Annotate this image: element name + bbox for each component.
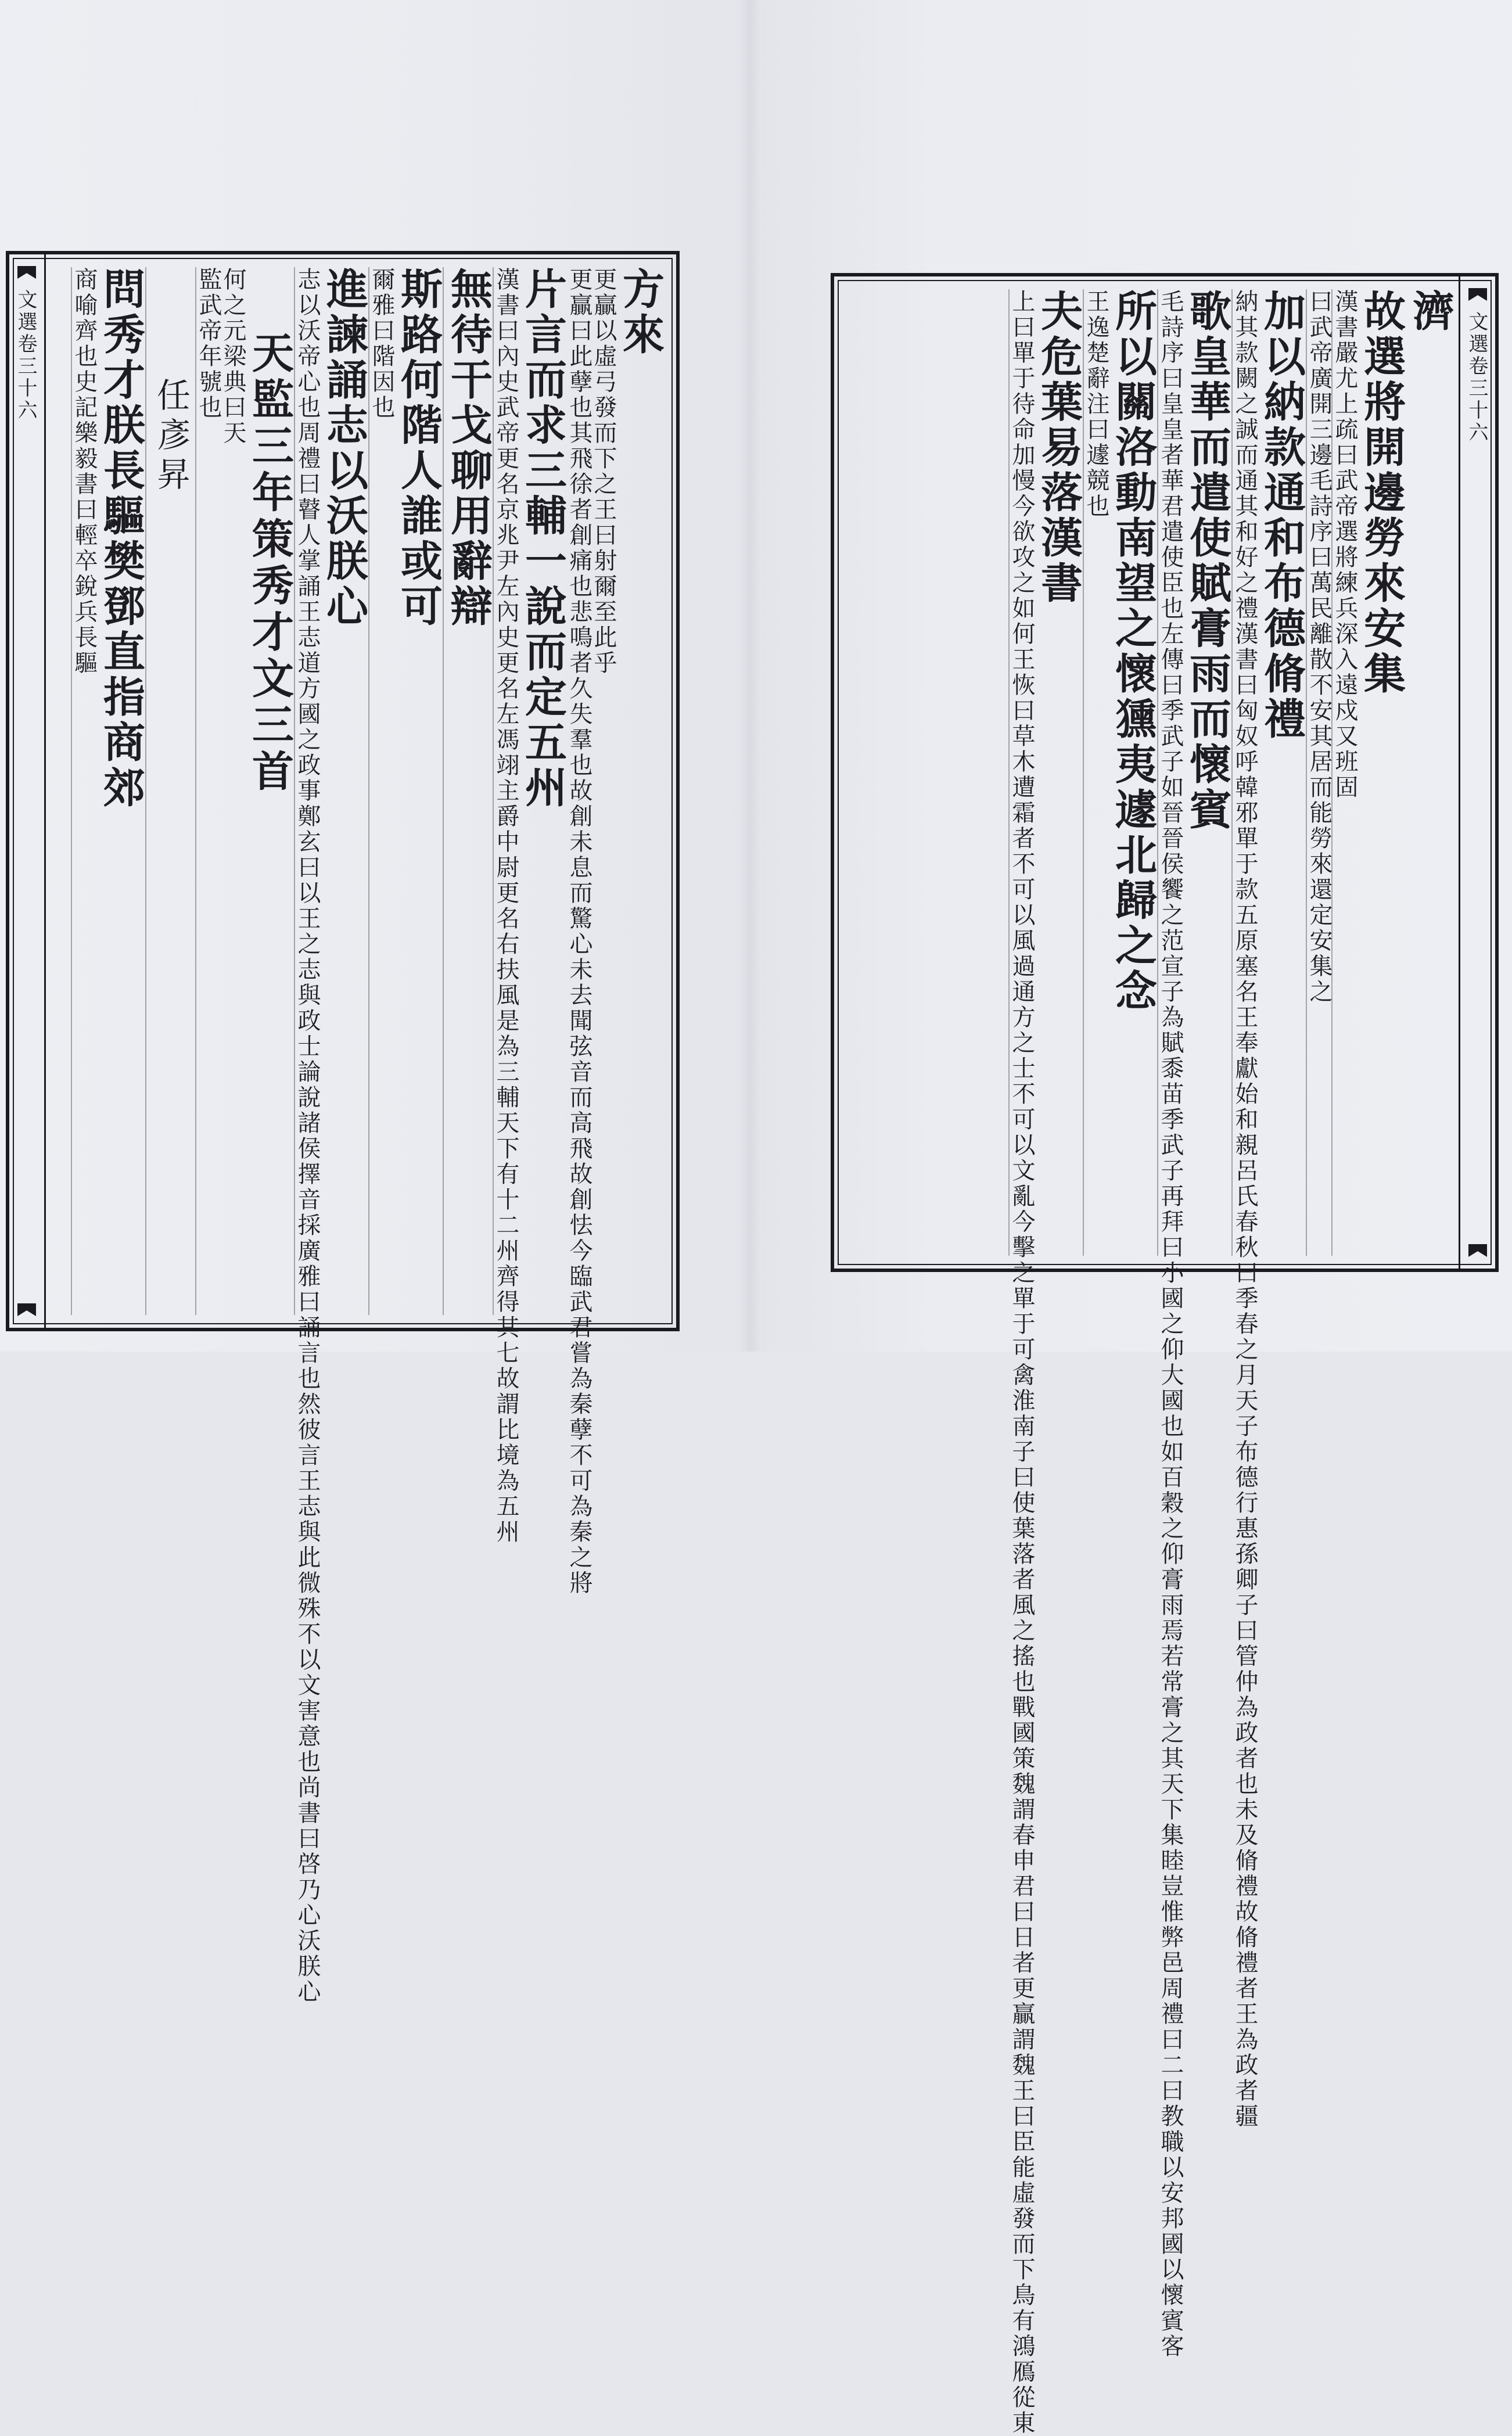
- main-text: 進諫誦志以沃朕心: [319, 267, 369, 630]
- fishtail-mark-top: [1468, 288, 1487, 301]
- text-column: [1406, 289, 1454, 1256]
- main-text: 濟: [1406, 289, 1455, 335]
- commentary: [72, 267, 96, 1315]
- commentary-line: 更贏以虛弓發而下之王曰射爾至此乎: [590, 267, 617, 676]
- right-page-banxin: [1459, 276, 1495, 1269]
- text-column: [443, 267, 493, 1315]
- right-page-frame: [831, 273, 1499, 2436]
- text-column: [493, 267, 568, 1545]
- main-text: 加以納款通和布德脩禮: [1257, 289, 1306, 742]
- commentary-line: 漢書嚴尤上疏曰武帝選將練兵深入遠戍又班固: [1331, 289, 1358, 800]
- main-text: 斯路何階人誰或可: [394, 267, 443, 630]
- left-page-banxin: [9, 254, 46, 1328]
- main-text: 問秀才朕長驅樊鄧直指商郊: [96, 267, 146, 811]
- text-column: [566, 267, 665, 1596]
- right-banxin-label: 文選卷三十六: [1465, 311, 1488, 444]
- fishtail-mark-bottom: [1468, 1244, 1487, 1257]
- commentary-line: 爾雅曰階因也: [368, 267, 395, 421]
- commentary: [1157, 289, 1184, 2359]
- commentary-line: 何之元梁典曰天: [220, 267, 246, 446]
- main-text: 故選將開邊勞來安集: [1357, 289, 1406, 697]
- left-text-columns: [50, 267, 665, 2005]
- commentary: [1084, 289, 1108, 1256]
- right-text-columns: [846, 289, 1455, 2436]
- main-text: 歌皇華而遣使賦膏雨而懷賓: [1183, 289, 1232, 833]
- commentary-line: 曰武帝廣開三邊毛詩序曰萬民離散不安其居而能勞來還定安集之: [1306, 289, 1333, 1005]
- text-column: [1306, 289, 1331, 1256]
- text-column: [1231, 289, 1306, 2129]
- main-text: 片言而求三輔一說而定五州: [518, 267, 568, 811]
- commentary: [369, 267, 394, 1315]
- book-gutter: [739, 0, 762, 1352]
- commentary: [1333, 289, 1357, 1256]
- text-column: [1083, 289, 1157, 1256]
- author-column: [145, 267, 195, 1315]
- text-column: [1157, 289, 1232, 2359]
- commentary-line: 更贏曰此孽也其飛徐者創痛也悲鳴者久失羣也故創未息而驚心未去聞弦音而高飛故創怯今臨武君嘗為秦孽不可為秦之將: [566, 267, 592, 1596]
- commentary-line: 商喻齊也史記樂毅書曰輕卒銳兵長驅: [71, 267, 98, 676]
- commentary-line: 納其款闕之誠而通其和好之禮漢書曰匈奴呼韓邪單于款五原塞名王奉獻始和親呂氏春秋曰季春之月天子布德行惠孫卿子曰管仲為政者也未及脩禮故脩禮者王為政者疆: [1231, 289, 1258, 2129]
- text-column: [368, 267, 443, 1315]
- left-banxin-label: 文選卷三十六: [14, 289, 37, 422]
- commentary-line: 毛詩序曰皇皇者華君遣使臣也左傳曰季武子如晉晉侯饗之范宣子為賦黍苗季武子再拜曰小國之仰大國也如百穀之仰膏雨焉若常膏之其天下集睦豈惟弊邑周禮曰二曰教職以安邦國以懷賓客: [1157, 289, 1184, 2359]
- commentary: [1307, 289, 1331, 1256]
- author-name: 任彥昇: [151, 378, 191, 496]
- text-column: [71, 267, 145, 1315]
- main-text: 方來: [616, 267, 665, 358]
- commentary-line: 志以沃帝心也周禮曰瞽人掌誦王志道方國之政事鄭玄曰以王之志與政士論說諸侯擇音採廣雅曰誦言也然彼言王志與此微殊不以文害意也尚書曰啓乃心沃朕心: [294, 267, 321, 2005]
- right-page: [749, 0, 1512, 2436]
- text-column: [1008, 289, 1083, 2436]
- commentary-line: 漢書曰內史武帝更名京兆尹左內史更名左馮翊主爵中尉更名右扶風是為三輔天下有十二州齊得其七故謂比境為五州: [493, 267, 519, 1545]
- title-commentary: [196, 267, 245, 1315]
- main-text: 夫危葉易落漢書: [1034, 289, 1083, 606]
- main-text: 無待干戈聊用辭辯: [444, 267, 493, 630]
- left-page: [0, 0, 749, 2005]
- commentary: [1231, 289, 1258, 2129]
- section-title: 天監三年策秀才文三首: [245, 331, 295, 796]
- commentary: [493, 267, 519, 1545]
- commentary-line: 監武帝年號也: [195, 267, 222, 421]
- commentary-line: 上曰單于待命加慢今欲攻之如何王恢曰草木遭霜者不可以風過通方之士不可以文亂今擊之單于可禽淮南子曰使葉落者風之搖也戰國策魏謂春申君曰日者更贏謂魏王曰臣能虛發而下鳥有鴻鴈從東: [1008, 289, 1035, 2436]
- commentary: [566, 267, 617, 1596]
- commentary: [294, 267, 321, 2005]
- text-column: [294, 267, 369, 2005]
- section-title-column: [195, 267, 294, 1315]
- left-page-frame: [6, 251, 680, 2005]
- fishtail-mark-bottom: [17, 1303, 36, 1316]
- text-column: [1331, 289, 1406, 1256]
- commentary: [1008, 289, 1035, 2436]
- main-text: 所以關洛動南望之懷獯夷遽北歸之念: [1108, 289, 1158, 1014]
- fishtail-mark-top: [17, 266, 36, 279]
- commentary-line: 王逸楚辭注曰遽競也: [1083, 289, 1109, 519]
